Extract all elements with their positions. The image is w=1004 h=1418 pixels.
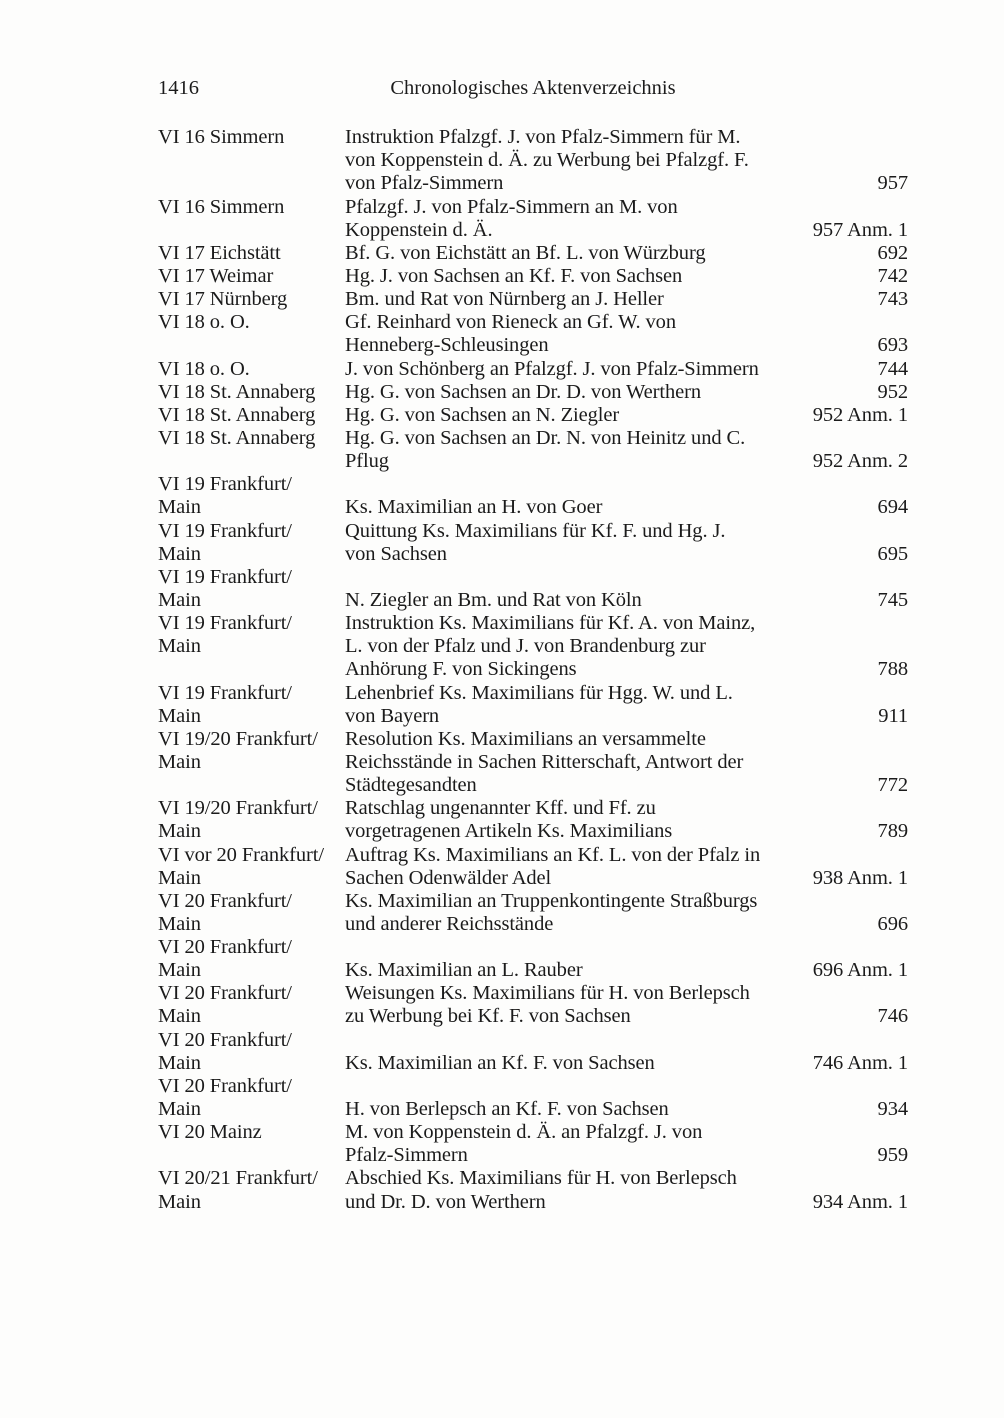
index-line [158, 427, 908, 450]
index-line [158, 959, 908, 982]
date-place-cell: Main [158, 542, 201, 565]
running-header-title: Chronologisches Aktenverzeichnis [390, 77, 676, 99]
description-cell: Hg. G. von Sachsen an Dr. N. von Heinitz und C. [345, 426, 746, 449]
index-line [158, 1029, 908, 1052]
date-place-cell: VI 19 Frankfurt/ [158, 473, 292, 496]
date-place-cell: VI 19 Frankfurt/ [158, 565, 292, 588]
index-line [158, 1144, 908, 1167]
description-cell: Ks. Maximilian an Kf. F. von Sachsen [345, 1051, 655, 1074]
description-cell: von Sachsen [345, 542, 447, 565]
index-line [158, 774, 908, 797]
page-content [158, 0, 908, 1214]
page-ref-cell: 746 [877, 1005, 908, 1028]
page-header [158, 77, 908, 100]
description-cell: Ratschlag ungenannter Kff. und Ff. zu [345, 797, 656, 820]
date-place-cell: Main [158, 820, 201, 843]
date-place-cell: VI 19/20 Frankfurt/ [158, 727, 318, 750]
index-line [158, 358, 908, 381]
index-line [158, 820, 908, 843]
index-line [158, 450, 908, 473]
page-ref-cell: 952 Anm. 1 [812, 403, 908, 426]
page-ref-cell: 692 [877, 241, 908, 264]
page-ref-cell: 742 [877, 264, 908, 287]
index-line [158, 1121, 908, 1144]
description-cell: von Pfalz-Simmern [345, 172, 504, 195]
description-cell: Sachen Odenwälder Adel [345, 866, 552, 889]
index-line [158, 126, 908, 149]
index-line [158, 311, 908, 334]
page-ref-cell: 959 [877, 1144, 908, 1167]
index-line [158, 1191, 908, 1214]
description-cell: Städtegesandten [345, 774, 477, 797]
index-line [158, 242, 908, 265]
index-line [158, 982, 908, 1005]
description-cell: M. von Koppenstein d. Ä. an Pfalzgf. J. von [345, 1121, 703, 1144]
page-ref-cell: 788 [877, 658, 908, 681]
page-ref-cell: 772 [877, 774, 908, 797]
description-cell: Anhörung F. von Sickingens [345, 658, 577, 681]
description-cell: Hg. G. von Sachsen an N. Ziegler [345, 403, 620, 426]
date-place-cell: VI vor 20 Frankfurt/ [158, 843, 324, 866]
description-cell: J. von Schönberg an Pfalzgf. J. von Pfalz-Simmern [345, 357, 759, 380]
date-place-cell: VI 16 Simmern [158, 126, 285, 149]
index-line [158, 1167, 908, 1190]
date-place-cell: VI 19/20 Frankfurt/ [158, 797, 318, 820]
description-cell: Instruktion Pfalzgf. J. von Pfalz-Simmern für M. [345, 126, 741, 149]
page-ref-cell: 695 [877, 542, 908, 565]
date-place-cell [158, 172, 345, 195]
index-line [158, 288, 908, 311]
date-place-cell [158, 149, 345, 172]
description-cell: von Bayern [345, 704, 440, 727]
index-line [158, 1052, 908, 1075]
date-place-cell [158, 334, 345, 357]
index-line [158, 635, 908, 658]
date-place-cell: VI 17 Weimar [158, 264, 274, 287]
date-place-cell: VI 20 Mainz [158, 1121, 262, 1144]
description-cell: Resolution Ks. Maximilians an versammelte [345, 727, 706, 750]
index-line [158, 265, 908, 288]
description-cell: Quittung Ks. Maximilians für Kf. F. und Hg. J. [345, 519, 726, 542]
description-cell: zu Werbung bei Kf. F. von Sachsen [345, 1005, 631, 1028]
page-ref-cell: 743 [877, 288, 908, 311]
date-place-cell: Main [158, 1005, 201, 1028]
page-ref-cell: 694 [877, 496, 908, 519]
date-place-cell: Main [158, 959, 201, 982]
description-cell: Auftrag Ks. Maximilians an Kf. L. von der Pfalz in [345, 843, 761, 866]
page-ref-cell: 693 [877, 334, 908, 357]
date-place-cell: Main [158, 635, 201, 658]
index-line [158, 890, 908, 913]
date-place-cell: VI 20 Frankfurt/ [158, 889, 292, 912]
description-cell: Hg. J. von Sachsen an Kf. F. von Sachsen [345, 264, 683, 287]
page-ref-cell: 696 Anm. 1 [812, 959, 908, 982]
date-place-cell: VI 20 Frankfurt/ [158, 936, 292, 959]
index-line [158, 612, 908, 635]
index-line [158, 1005, 908, 1028]
index-line [158, 496, 908, 519]
page-ref-cell: 744 [877, 357, 908, 380]
index-line [158, 589, 908, 612]
description-cell: Lehenbrief Ks. Maximilians für Hgg. W. und L. [345, 681, 733, 704]
date-place-cell: VI 20 Frankfurt/ [158, 982, 292, 1005]
date-place-cell: VI 18 o. O. [158, 357, 250, 380]
description-cell: Ks. Maximilian an Truppenkontingente Straßburgs [345, 889, 758, 912]
index-line [158, 172, 908, 195]
description-cell: N. Ziegler an Bm. und Rat von Köln [345, 588, 642, 611]
page-ref-cell: 952 [877, 380, 908, 403]
page-ref-cell: 789 [877, 820, 908, 843]
index-line [158, 797, 908, 820]
description-cell: Ks. Maximilian an H. von Goer [345, 496, 603, 519]
date-place-cell: VI 18 St. Annaberg [158, 403, 316, 426]
date-place-cell: Main [158, 1190, 201, 1213]
index-line [158, 566, 908, 589]
date-place-cell [158, 450, 345, 473]
index-line [158, 1075, 908, 1098]
index-line [158, 705, 908, 728]
description-cell: Gf. Reinhard von Rieneck an Gf. W. von [345, 311, 676, 334]
date-place-cell [158, 219, 345, 242]
index-line [158, 844, 908, 867]
page-ref-cell: 938 Anm. 1 [812, 866, 908, 889]
description-cell: und Dr. D. von Werthern [345, 1190, 546, 1213]
description-cell: H. von Berlepsch an Kf. F. von Sachsen [345, 1098, 669, 1121]
description-cell: Ks. Maximilian an L. Rauber [345, 959, 583, 982]
index-rows [158, 126, 908, 1214]
date-place-cell: VI 17 Eichstätt [158, 241, 281, 264]
description-cell: Koppenstein d. Ä. [345, 218, 493, 241]
index-line [158, 936, 908, 959]
date-place-cell: VI 20 Frankfurt/ [158, 1074, 292, 1097]
date-place-cell: Main [158, 588, 201, 611]
date-place-cell: VI 20/21 Frankfurt/ [158, 1167, 318, 1190]
index-line [158, 658, 908, 681]
description-cell: von Koppenstein d. Ä. zu Werbung bei Pfalzgf. F. [345, 149, 749, 172]
page-ref-cell: 934 Anm. 1 [812, 1190, 908, 1213]
page-ref-cell: 745 [877, 588, 908, 611]
page-ref-cell: 957 Anm. 1 [812, 218, 908, 241]
date-place-cell [158, 774, 345, 797]
index-line [158, 404, 908, 427]
description-cell: Hg. G. von Sachsen an Dr. D. von Werthern [345, 380, 701, 403]
description-cell: und anderer Reichsstände [345, 912, 554, 935]
page-ref-cell: 746 Anm. 1 [812, 1051, 908, 1074]
date-place-cell: VI 18 St. Annaberg [158, 426, 316, 449]
index-line [158, 219, 908, 242]
description-cell: Pfalzgf. J. von Pfalz-Simmern an M. von [345, 195, 678, 218]
date-place-cell: Main [158, 704, 201, 727]
description-cell: Bf. G. von Eichstätt an Bf. L. von Würzburg [345, 241, 706, 264]
index-line [158, 751, 908, 774]
date-place-cell: VI 19 Frankfurt/ [158, 681, 292, 704]
description-cell: Abschied Ks. Maximilians für H. von Berlepsch [345, 1167, 737, 1190]
date-place-cell [158, 658, 345, 681]
page-ref-cell: 952 Anm. 2 [812, 450, 908, 473]
date-place-cell: Main [158, 866, 201, 889]
date-place-cell: Main [158, 912, 201, 935]
date-place-cell: VI 20 Frankfurt/ [158, 1028, 292, 1051]
index-line [158, 149, 908, 172]
index-line [158, 473, 908, 496]
description-cell: Pfalz-Simmern [345, 1144, 468, 1167]
page-ref-cell: 911 [878, 704, 908, 727]
date-place-cell: Main [158, 1051, 201, 1074]
date-place-cell: VI 19 Frankfurt/ [158, 519, 292, 542]
date-place-cell: VI 18 St. Annaberg [158, 380, 316, 403]
index-line [158, 728, 908, 751]
page-ref-cell: 957 [877, 172, 908, 195]
index-line [158, 334, 908, 357]
index-line [158, 543, 908, 566]
page-ref-cell: 934 [877, 1098, 908, 1121]
index-line [158, 913, 908, 936]
date-place-cell: VI 18 o. O. [158, 311, 250, 334]
description-cell: L. von der Pfalz und J. von Brandenburg zur [345, 635, 706, 658]
date-place-cell: Main [158, 750, 201, 773]
date-place-cell: Main [158, 496, 201, 519]
date-place-cell [158, 1144, 345, 1167]
description-cell: Reichsstände in Sachen Ritterschaft, Antwort der [345, 750, 744, 773]
date-place-cell: Main [158, 1098, 201, 1121]
index-line [158, 867, 908, 890]
description-cell: Henneberg-Schleusingen [345, 334, 549, 357]
index-line [158, 520, 908, 543]
description-cell: Weisungen Ks. Maximilians für H. von Berlepsch [345, 982, 750, 1005]
index-line [158, 1098, 908, 1121]
page-ref-cell: 696 [877, 912, 908, 935]
index-line [158, 682, 908, 705]
description-cell: Bm. und Rat von Nürnberg an J. Heller [345, 288, 664, 311]
date-place-cell: VI 16 Simmern [158, 195, 285, 218]
description-cell: vorgetragenen Artikeln Ks. Maximilians [345, 820, 673, 843]
index-line [158, 196, 908, 219]
date-place-cell: VI 17 Nürnberg [158, 288, 288, 311]
page-number: 1416 [158, 77, 199, 99]
date-place-cell: VI 19 Frankfurt/ [158, 612, 292, 635]
description-cell: Instruktion Ks. Maximilians für Kf. A. von Mainz, [345, 612, 756, 635]
index-line [158, 381, 908, 404]
description-cell: Pflug [345, 450, 389, 473]
